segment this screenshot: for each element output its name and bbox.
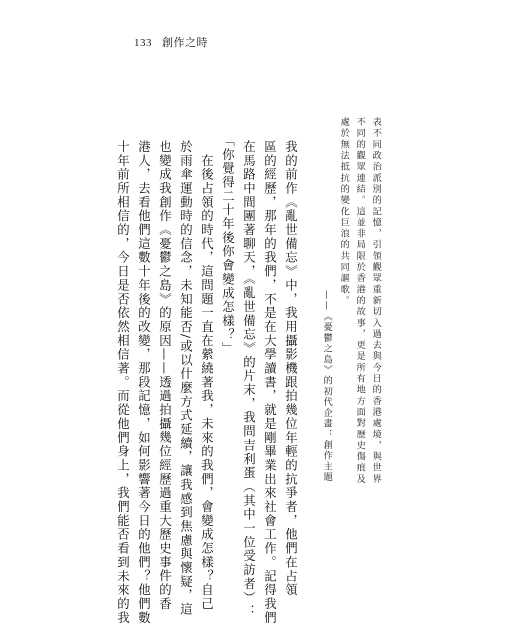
body-line: 我的前作《亂世備忘》中，我用攝影機跟拍幾位年輕的抗爭者，他們在占領 [283,140,299,598]
body-line: 也變成我創作《憂鬱之島》的原因——透過拍攝幾位經歷過重大歷史事件的香 [157,140,173,611]
page-number: 133 [134,37,152,49]
body-line: 港人，去看他們這數十年後的改變，那段記憶，如何影響著今日的他們？他們數 [136,140,152,625]
body-line: 十年前所相信的，今日是否依然相信著。而從他們身上，我們能否看到未來的我 [115,140,131,625]
body-line: 在後占領的時代，這問題一直在縈繞著我，未來的我們，會變成怎樣？自己 [199,140,215,611]
body-line: 「你覺得二十年後你會變成怎樣？」 [220,134,236,356]
quote-line: 表不同政治派別的記憶，引領觀眾重新切入過去與今日的香港處境，與世界 [370,117,382,485]
quote-line: 處於無法抵抗的變化巨浪的共同謳歌。 [338,117,350,307]
quote-attribution: ——《憂鬱之島》的初代企畫：創作主題 [321,290,333,483]
book-title: 創作之時 [162,36,208,49]
body-line: 在馬路中間團著聊天，《亂世備忘》的片末，我問吉利蛋（其中一位受訪者）： [241,140,257,619]
quote-line: 不同的觀眾連結。這並非局限於香港的故事，更是所有地方面對歷史傷痕及 [354,117,366,485]
body-line: 於雨傘運動時的信念，未知能否/或以什麼方式延續，讓我感到焦慮與懷疑，這 [178,140,194,617]
body-line: 區的經歷，那年的我們，不是在大學讀書，就是剛畢業出來社會工作。記得我們 [262,140,278,625]
page-header [134,34,208,50]
